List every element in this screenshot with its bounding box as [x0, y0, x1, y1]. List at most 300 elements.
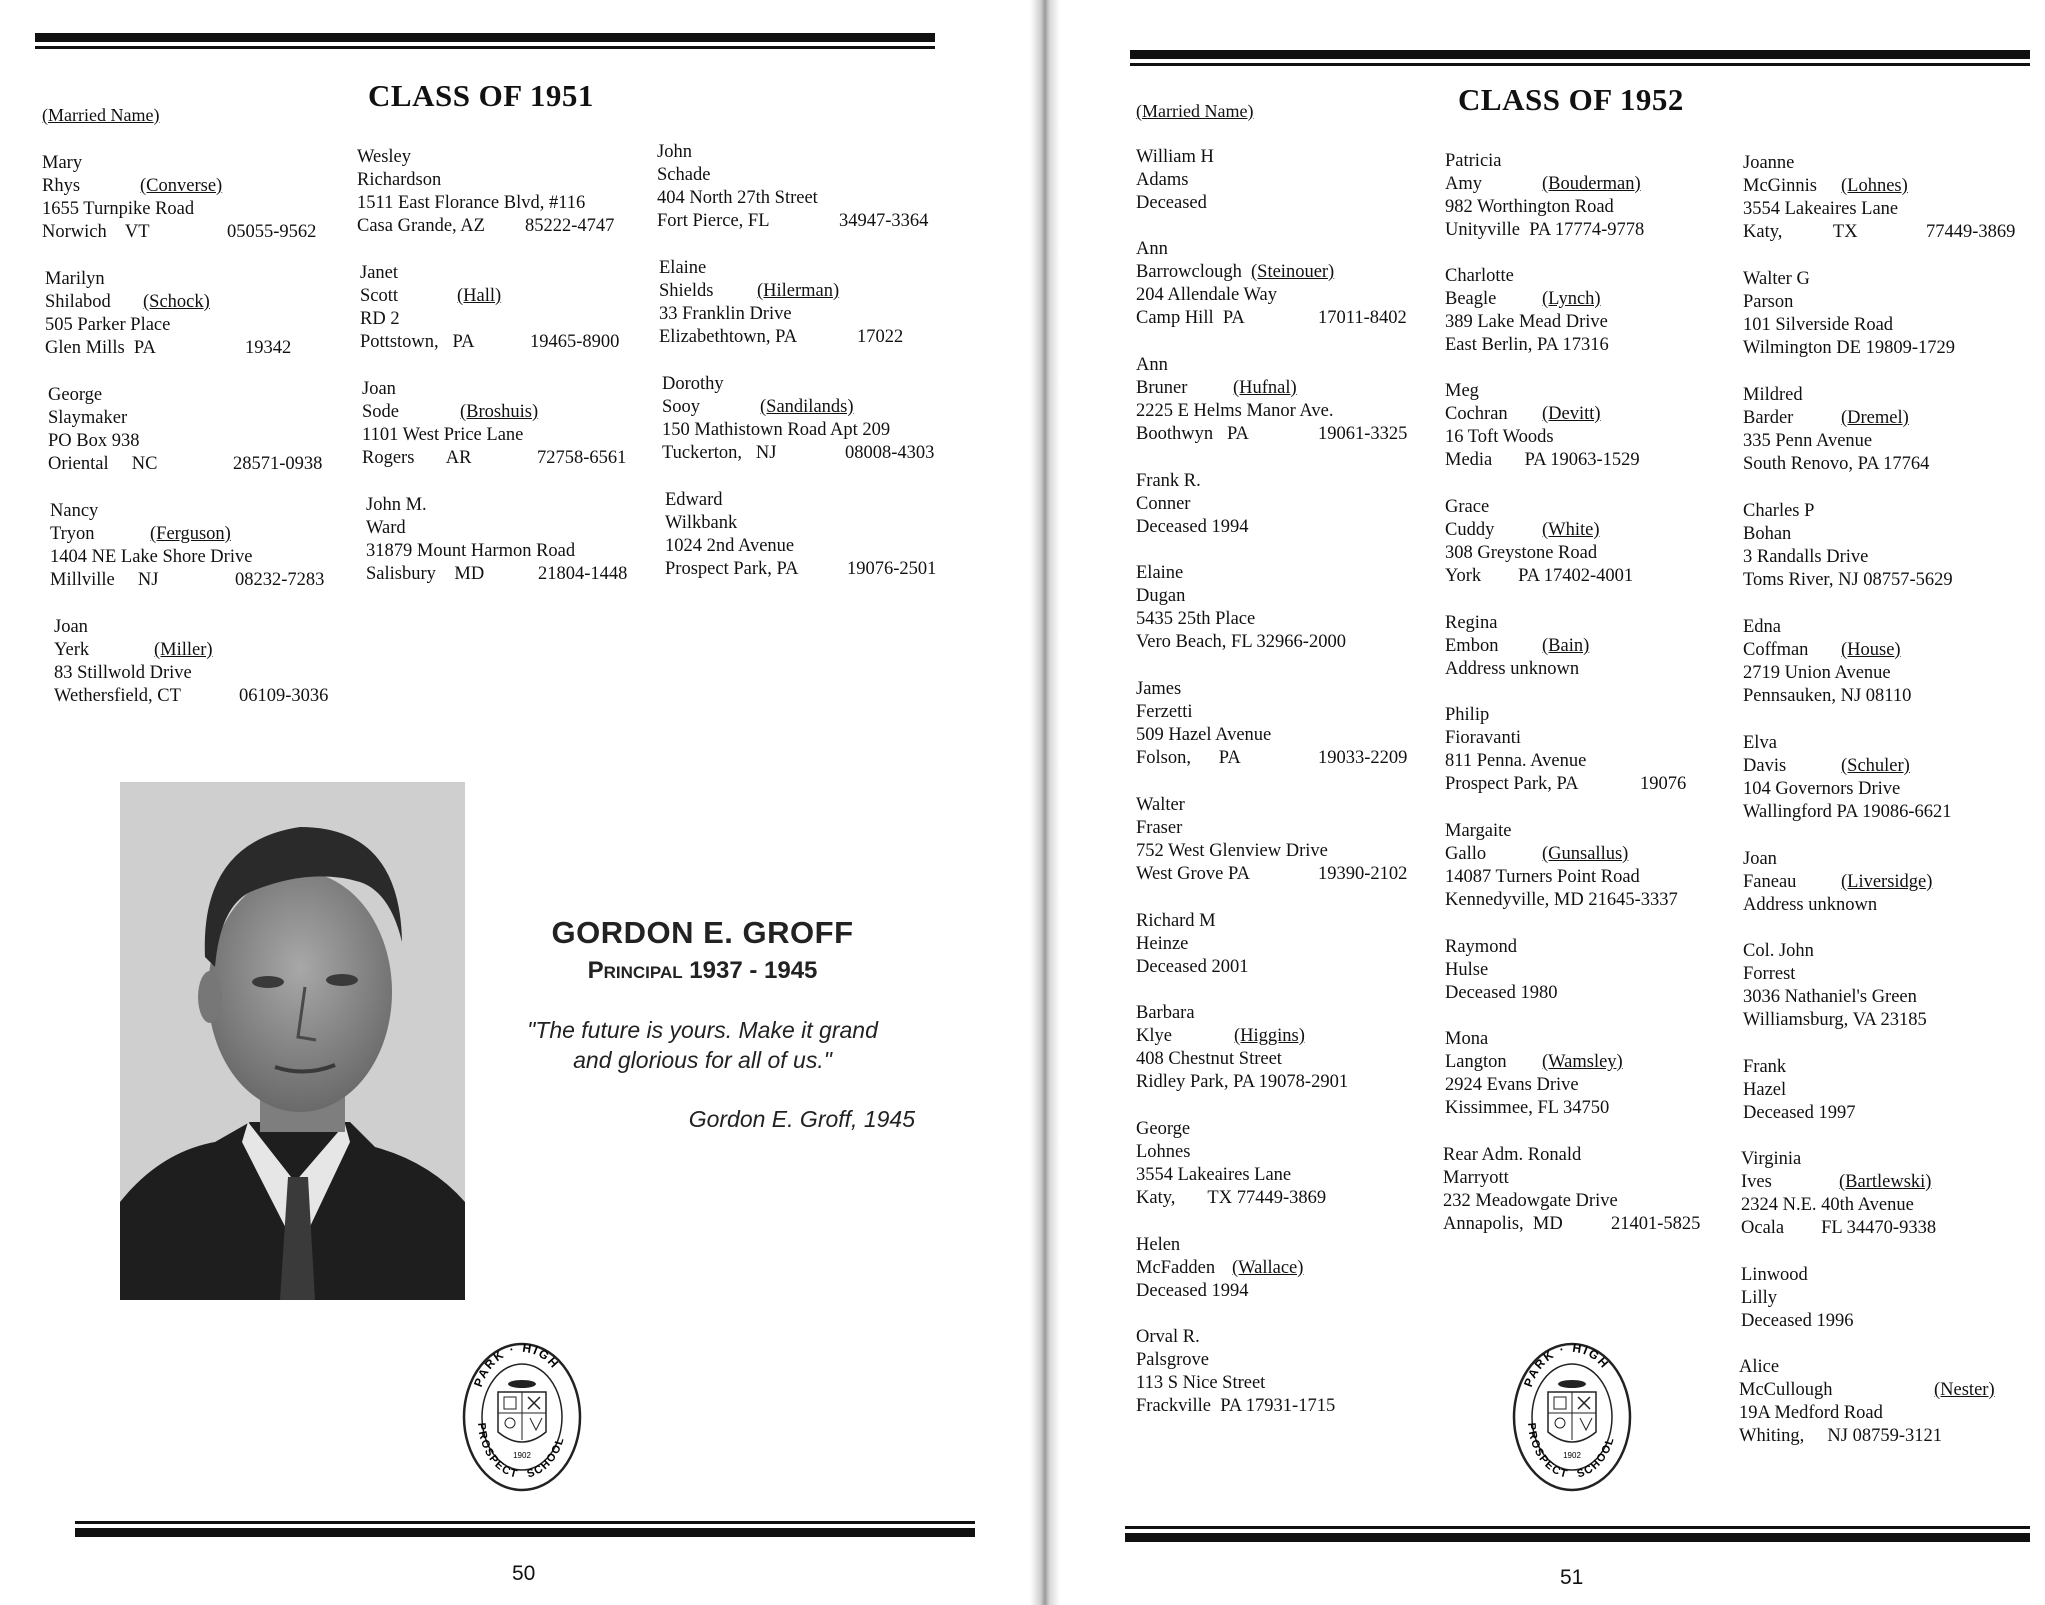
first-name: Elva — [1743, 733, 1777, 753]
city-state: Pennsauken, NJ 08110 — [1743, 686, 1912, 706]
city-state: Prospect Park, PA — [1445, 774, 1579, 794]
first-name: Philip — [1445, 705, 1490, 725]
married-name: (Hall) — [457, 286, 502, 306]
last-name-line — [665, 512, 950, 535]
city-state-line — [366, 563, 656, 586]
first-name: Marilyn — [45, 269, 105, 289]
first-name: Col. John — [1743, 941, 1814, 961]
city-state-line — [357, 215, 647, 238]
class-title: CLASS OF 1951 — [368, 78, 594, 113]
page-number: 50 — [512, 1562, 536, 1585]
city-state: Boothwyn PA — [1136, 424, 1249, 444]
city-state: Whiting, NJ 08759-3121 — [1739, 1426, 1942, 1446]
last-name: Forrest — [1743, 964, 1796, 984]
alumni-entry — [360, 262, 650, 354]
first-name: Edna — [1743, 617, 1782, 637]
alumni-entry — [1136, 146, 1426, 215]
last-name-line — [50, 523, 340, 546]
first-name: Margaite — [1445, 821, 1512, 841]
city-state: Ridley Park, PA 19078-2901 — [1136, 1072, 1349, 1092]
last-name: Heinze — [1136, 934, 1189, 954]
last-name-line — [1136, 261, 1426, 284]
first-name: Joan — [362, 379, 396, 399]
last-name-line — [357, 169, 647, 192]
school-seal — [1510, 1340, 1635, 1500]
seal-year: 1902 — [513, 1451, 531, 1460]
city-state: Williamsburg, VA 23185 — [1743, 1010, 1927, 1030]
married-name: (Bartlewski) — [1839, 1172, 1932, 1192]
street-address: 2719 Union Avenue — [1743, 663, 1891, 683]
book-gutter — [1030, 0, 1060, 1605]
last-name-line — [1136, 1025, 1426, 1048]
street-address: 308 Greystone Road — [1445, 543, 1598, 563]
alumni-entry — [1445, 936, 1735, 1005]
seal-right-text: SCHOOL — [1575, 1435, 1617, 1481]
city-state: Elizabethtown, PA — [659, 327, 798, 347]
street-address: 408 Chestnut Street — [1136, 1049, 1282, 1069]
last-name: McGinnis — [1743, 176, 1817, 196]
first-name: John — [657, 142, 692, 162]
first-name: Ann — [1136, 239, 1168, 259]
street-address: 150 Mathistown Road Apt 209 — [662, 420, 891, 440]
city-state: East Berlin, PA 17316 — [1445, 335, 1609, 355]
married-name: (Gunsallus) — [1542, 844, 1629, 864]
first-name: George — [48, 385, 103, 405]
first-name: Elaine — [659, 258, 707, 278]
city-state: Vero Beach, FL 32966-2000 — [1136, 632, 1346, 652]
last-name: Bohan — [1743, 524, 1792, 544]
street-address: 101 Silverside Road — [1743, 315, 1894, 335]
last-name: Sode — [362, 402, 399, 422]
married-name: (White) — [1542, 520, 1600, 540]
last-name: Fioravanti — [1445, 728, 1522, 748]
principal-title: Principal 1937 - 1945 — [587, 957, 818, 984]
first-name: Mary — [42, 153, 83, 173]
zip-code: 08008-4303 — [845, 443, 935, 463]
last-name-line — [45, 291, 335, 314]
city-state-line — [42, 221, 332, 244]
last-name: Dugan — [1136, 586, 1186, 606]
last-name-line — [360, 285, 650, 308]
city-state: Norwich VT — [42, 222, 150, 242]
last-name: Wilkbank — [665, 513, 738, 533]
street-address: RD 2 — [360, 309, 400, 329]
city-state-line — [662, 442, 947, 465]
alumni-entry — [1445, 1028, 1735, 1120]
alumni-entry — [50, 500, 340, 592]
zip-code: 21401-5825 — [1611, 1214, 1701, 1234]
last-name-line — [1739, 1379, 2039, 1402]
last-name: Richardson — [357, 170, 442, 190]
street-address: 2324 N.E. 40th Avenue — [1741, 1195, 1914, 1215]
principal-quote: "The future is yours. Make it grand and glorious for all of us." — [527, 1017, 878, 1073]
zip-code: 08232-7283 — [235, 570, 325, 590]
first-name: Edward — [665, 490, 723, 510]
school-seal — [460, 1340, 585, 1500]
first-name: John M. — [366, 495, 427, 515]
street-address: PO Box 938 — [48, 431, 140, 451]
last-name: Embon — [1445, 636, 1499, 656]
first-name: Patricia — [1445, 151, 1502, 171]
alumni-entry — [1136, 470, 1426, 539]
street-address: 83 Stillwold Drive — [54, 663, 192, 683]
first-name: Charles P — [1743, 501, 1815, 521]
last-name-line — [1743, 639, 2038, 662]
last-name: McCullough — [1739, 1380, 1833, 1400]
first-name: Mona — [1445, 1029, 1489, 1049]
first-name: Walter — [1136, 795, 1185, 815]
zip-code: 17011-8402 — [1318, 308, 1407, 328]
last-name: Coffman — [1743, 640, 1809, 660]
last-name: Fraser — [1136, 818, 1183, 838]
city-state: Wilmington DE 19809-1729 — [1743, 338, 1955, 358]
alumni-entry — [1743, 500, 2038, 592]
city-state-line — [50, 569, 340, 592]
married-name: (Schock) — [143, 292, 210, 312]
bottom-rule — [1125, 1526, 2030, 1542]
street-address: 1404 NE Lake Shore Drive — [50, 547, 253, 567]
city-state: Folson, PA — [1136, 748, 1241, 768]
city-state-line — [1136, 863, 1426, 886]
married-name: (Lynch) — [1542, 289, 1601, 309]
last-name: Palsgrove — [1136, 1350, 1209, 1370]
last-name-line — [1743, 871, 2038, 894]
street-address: 505 Parker Place — [45, 315, 171, 335]
alumni-entry — [1136, 1326, 1426, 1418]
city-state: Tuckerton, NJ — [662, 443, 777, 463]
city-state: Ocala FL 34470-9338 — [1741, 1218, 1937, 1238]
last-name: Marryott — [1443, 1168, 1509, 1188]
first-name: James — [1136, 679, 1182, 699]
page-number: 51 — [1560, 1566, 1584, 1589]
married-name: (Hilerman) — [757, 281, 840, 301]
zip-code: 72758-6561 — [537, 448, 627, 468]
city-state: Wethersfield, CT — [54, 686, 181, 706]
last-name: Lohnes — [1136, 1142, 1191, 1162]
last-name-line — [1445, 403, 1735, 426]
city-state: Katy, TX — [1743, 222, 1858, 242]
married-name: (Liversidge) — [1841, 872, 1933, 892]
married-name: (Nester) — [1934, 1380, 1995, 1400]
first-name: Joanne — [1743, 153, 1795, 173]
alumni-entry — [1136, 354, 1426, 446]
alumni-entry — [1445, 496, 1735, 588]
last-name: Amy — [1445, 174, 1482, 194]
street-address: 3036 Nathaniel's Green — [1743, 987, 1917, 1007]
alumni-entry — [54, 616, 344, 708]
first-name: Mildred — [1743, 385, 1803, 405]
last-name-line — [659, 280, 944, 303]
first-name: Frank R. — [1136, 471, 1201, 491]
last-name: Langton — [1445, 1052, 1507, 1072]
street-address: 1511 East Florance Blvd, #116 — [357, 193, 586, 213]
class-title: CLASS OF 1952 — [1458, 82, 1684, 117]
status: Address unknown — [1743, 895, 1878, 915]
last-name: Cochran — [1445, 404, 1508, 424]
first-name: Elaine — [1136, 563, 1184, 583]
alumni-entry — [1743, 384, 2038, 476]
alumni-entry — [665, 489, 950, 581]
married-name-label: (Married Name) — [42, 105, 160, 125]
alumni-entry — [1741, 1264, 2036, 1333]
zip-code: 19061-3325 — [1318, 424, 1408, 444]
zip-code: 28571-0938 — [233, 454, 323, 474]
status: Address unknown — [1445, 659, 1580, 679]
first-name: Dorothy — [662, 374, 724, 394]
city-state: Annapolis, MD — [1443, 1214, 1563, 1234]
city-state-line — [1136, 423, 1426, 446]
street-address: 389 Lake Mead Drive — [1445, 312, 1608, 332]
last-name-line — [1136, 1257, 1426, 1280]
married-name: (Wallace) — [1232, 1258, 1304, 1278]
zip-code: 21804-1448 — [538, 564, 628, 584]
right-page — [1060, 0, 2045, 1605]
last-name: Barder — [1743, 408, 1794, 428]
zip-code: 77449-3869 — [1926, 222, 2016, 242]
first-name: Helen — [1136, 1235, 1181, 1255]
alumni-entry — [1445, 820, 1735, 912]
last-name-line — [362, 401, 652, 424]
city-state: Glen Mills PA — [45, 338, 156, 358]
first-name: Frank — [1743, 1057, 1787, 1077]
last-name-line — [662, 396, 947, 419]
last-name: Slaymaker — [48, 408, 128, 428]
alumni-entry — [1136, 1118, 1426, 1210]
married-name: (Broshuis) — [460, 402, 539, 422]
married-name: (Sandilands) — [760, 397, 854, 417]
principal-photo — [120, 782, 465, 1300]
married-name: (Higgins) — [1234, 1026, 1305, 1046]
last-name: Lilly — [1741, 1288, 1777, 1308]
street-address: 509 Hazel Avenue — [1136, 725, 1272, 745]
city-state: Rogers AR — [362, 448, 472, 468]
first-name: Wesley — [357, 147, 411, 167]
principal-caption — [505, 915, 900, 985]
street-address: 1655 Turnpike Road — [42, 199, 195, 219]
zip-code: 19390-2102 — [1318, 864, 1408, 884]
city-state: Millville NJ — [50, 570, 159, 590]
alumni-entry — [1743, 268, 2038, 360]
last-name: Yerk — [54, 640, 90, 660]
seal-year: 1902 — [1563, 1451, 1581, 1460]
first-name: Joan — [1743, 849, 1777, 869]
alumni-entry — [662, 373, 947, 465]
status: Deceased — [1136, 193, 1207, 213]
street-address: 404 North 27th Street — [657, 188, 818, 208]
last-name: Tryon — [50, 524, 95, 544]
first-name: Walter G — [1743, 269, 1810, 289]
first-name: Ann — [1136, 355, 1168, 375]
first-name: Janet — [360, 263, 399, 283]
alumni-entry — [1136, 238, 1426, 330]
last-name: Davis — [1743, 756, 1787, 776]
status: Deceased 1997 — [1743, 1103, 1856, 1123]
last-name-line — [1445, 173, 1735, 196]
alumni-entry — [659, 257, 944, 349]
alumni-entry — [1136, 678, 1426, 770]
zip-code: 05055-9562 — [227, 222, 317, 242]
street-address: 104 Governors Drive — [1743, 779, 1901, 799]
alumni-entry — [1743, 848, 2038, 917]
alumni-entry — [1741, 1148, 2036, 1240]
alumni-entry — [1743, 616, 2038, 708]
first-name: Meg — [1445, 381, 1479, 401]
zip-code: 85222-4747 — [525, 216, 615, 236]
first-name: Alice — [1739, 1357, 1780, 1377]
street-address: 33 Franklin Drive — [659, 304, 792, 324]
street-address: 5435 25th Place — [1136, 609, 1256, 629]
city-state-line — [54, 685, 344, 708]
last-name-line — [1445, 519, 1735, 542]
city-state-line — [659, 326, 944, 349]
last-name-line — [1136, 377, 1426, 400]
alumni-entry — [357, 146, 647, 238]
zip-code: 19033-2209 — [1318, 748, 1408, 768]
alumni-entry — [1136, 794, 1426, 886]
city-state: Camp Hill PA — [1136, 308, 1245, 328]
city-state: Media PA 19063-1529 — [1445, 450, 1640, 470]
top-rule — [35, 33, 935, 49]
zip-code: 06109-3036 — [239, 686, 329, 706]
last-name: Hulse — [1445, 960, 1489, 980]
last-name: Gallo — [1445, 844, 1487, 864]
last-name: Bruner — [1136, 378, 1188, 398]
alumni-entry — [657, 141, 942, 233]
married-name: (Converse) — [140, 176, 223, 196]
first-name: Richard M — [1136, 911, 1216, 931]
city-state: Katy, TX 77449-3869 — [1136, 1188, 1327, 1208]
married-name: (Hufnal) — [1233, 378, 1297, 398]
alumni-entry — [1445, 265, 1735, 357]
city-state: York PA 17402-4001 — [1445, 566, 1634, 586]
last-name-line — [1445, 1051, 1735, 1074]
status: Deceased 2001 — [1136, 957, 1249, 977]
first-name: George — [1136, 1119, 1191, 1139]
alumni-entry — [1136, 1002, 1426, 1094]
married-name: (Bain) — [1542, 636, 1590, 656]
city-state: Frackville PA 17931-1715 — [1136, 1396, 1336, 1416]
alumni-entry — [366, 494, 656, 586]
first-name: Joan — [54, 617, 88, 637]
married-name: (Steinouer) — [1251, 262, 1335, 282]
last-name: Shilabod — [45, 292, 111, 312]
street-address: 14087 Turners Point Road — [1445, 867, 1640, 887]
city-state-line — [362, 447, 652, 470]
alumni-entry — [1136, 1234, 1426, 1303]
principal-name: GORDON E. GROFF — [551, 915, 854, 950]
city-state-line — [1136, 747, 1426, 770]
street-address: 2924 Evans Drive — [1445, 1075, 1579, 1095]
last-name-line — [1741, 1171, 2036, 1194]
zip-code: 34947-3364 — [839, 211, 929, 231]
last-name-line — [1743, 407, 2038, 430]
city-state: South Renovo, PA 17764 — [1743, 454, 1930, 474]
first-name: Grace — [1445, 497, 1490, 517]
last-name-line — [1743, 755, 2038, 778]
alumni-entry — [1136, 562, 1426, 654]
street-address: 2225 E Helms Manor Ave. — [1136, 401, 1334, 421]
first-name: Raymond — [1445, 937, 1517, 957]
first-name: Charlotte — [1445, 266, 1514, 286]
last-name-line — [54, 639, 344, 662]
alumni-entry — [1445, 150, 1735, 242]
last-name: Conner — [1136, 494, 1191, 514]
city-state: Unityville PA 17774-9778 — [1445, 220, 1645, 240]
zip-code: 19465-8900 — [530, 332, 620, 352]
street-address: 811 Penna. Avenue — [1445, 751, 1587, 771]
street-address: 31879 Mount Harmon Road — [366, 541, 576, 561]
alumni-entry — [1743, 152, 2038, 244]
city-state: Prospect Park, PA — [665, 559, 799, 579]
married-name: (Schuler) — [1841, 756, 1910, 776]
seal-right-text: SCHOOL — [525, 1435, 567, 1481]
street-address: 19A Medford Road — [1739, 1403, 1883, 1423]
last-name: Barrowclough — [1136, 262, 1242, 282]
last-name: Beagle — [1445, 289, 1497, 309]
last-name: Sooy — [662, 397, 701, 417]
last-name-line — [1743, 175, 2038, 198]
city-state-line — [1136, 307, 1426, 330]
city-state: Fort Pierce, FL — [657, 211, 770, 231]
city-state: Kennedyville, MD 21645-3337 — [1445, 890, 1678, 910]
married-name: (Bouderman) — [1542, 174, 1641, 194]
city-state-line — [45, 337, 335, 360]
alumni-entry — [1743, 732, 2038, 824]
last-name: Faneau — [1743, 872, 1797, 892]
seal-top-text: PARK · HIGH — [470, 1340, 563, 1389]
last-name-line — [1445, 288, 1735, 311]
zip-code: 19076-2501 — [847, 559, 937, 579]
married-name-label: (Married Name) — [1136, 101, 1254, 121]
street-address: 1024 2nd Avenue — [665, 536, 795, 556]
last-name: Ferzetti — [1136, 702, 1193, 722]
bottom-rule — [75, 1521, 975, 1537]
alumni-entry — [42, 152, 332, 244]
alumni-entry — [1445, 612, 1735, 681]
first-name: Virginia — [1741, 1149, 1802, 1169]
last-name-line — [1445, 635, 1735, 658]
street-address: 1101 West Price Lane — [362, 425, 524, 445]
first-name: Barbara — [1136, 1003, 1195, 1023]
city-state: Oriental NC — [48, 454, 158, 474]
last-name: Adams — [1136, 170, 1189, 190]
alumni-entry — [1445, 380, 1735, 472]
last-name-line — [366, 517, 656, 540]
first-name: Linwood — [1741, 1265, 1808, 1285]
alumni-entry — [362, 378, 652, 470]
street-address: 113 S Nice Street — [1136, 1373, 1266, 1393]
city-state-line — [657, 210, 942, 233]
seal-left-text: PROSPECT — [1524, 1422, 1570, 1481]
last-name: Shields — [659, 281, 714, 301]
first-name: Nancy — [50, 501, 99, 521]
first-name: Rear Adm. Ronald — [1443, 1145, 1582, 1165]
last-name: McFadden — [1136, 1258, 1216, 1278]
first-name: Regina — [1445, 613, 1498, 633]
last-name-line — [42, 175, 332, 198]
last-name: Klye — [1136, 1026, 1172, 1046]
street-address: 335 Penn Avenue — [1743, 431, 1873, 451]
city-state: Casa Grande, AZ — [357, 216, 485, 236]
seal-top-text: PARK · HIGH — [1520, 1340, 1613, 1389]
city-state: West Grove PA — [1136, 864, 1250, 884]
alumni-entry — [1443, 1144, 1733, 1236]
city-state-line — [1443, 1213, 1733, 1236]
married-name: (Wamsley) — [1542, 1052, 1623, 1072]
last-name: Schade — [657, 165, 711, 185]
street-address: 204 Allendale Way — [1136, 285, 1277, 305]
married-name: (Dremel) — [1841, 408, 1909, 428]
